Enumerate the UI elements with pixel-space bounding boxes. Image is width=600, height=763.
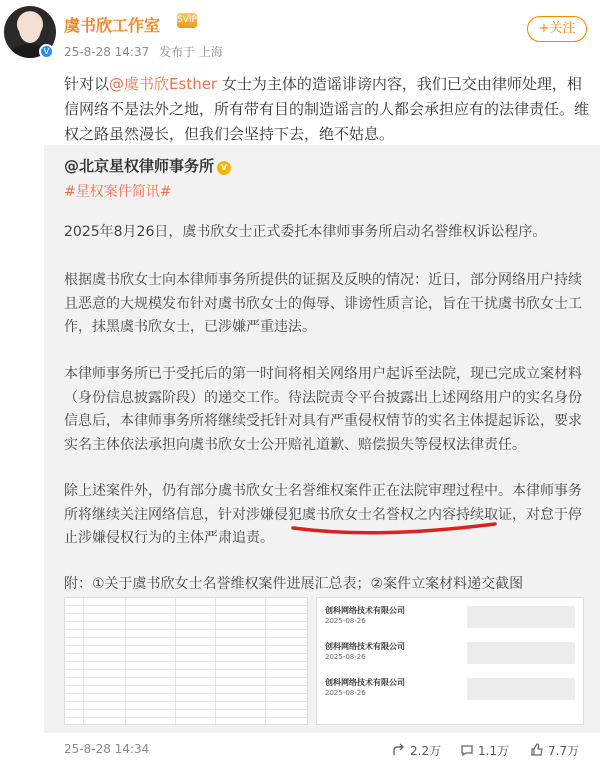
table-row xyxy=(65,654,307,662)
username[interactable]: 虞书欣工作室 xyxy=(64,16,161,35)
post-header xyxy=(0,0,600,62)
filing-card xyxy=(325,678,445,698)
verified-badge-icon: V xyxy=(39,44,54,59)
post-footer xyxy=(0,737,600,763)
thumbs-up-icon xyxy=(530,743,544,757)
repost-paragraph: 附：①关于虞书欣女士名誉维权案件进展汇总表；②案件立案材料递交截图 xyxy=(64,576,524,592)
like-count: 7.7万 xyxy=(548,744,580,758)
underline-stroke xyxy=(293,524,495,533)
filing-date: 2025-08-26 xyxy=(325,653,366,661)
table-row xyxy=(65,614,307,622)
filing-card-bar xyxy=(467,606,575,628)
table-row xyxy=(65,710,307,718)
post-timestamp[interactable]: 25-8-28 14:37 xyxy=(64,45,150,59)
table-row xyxy=(65,606,307,614)
filing-company: 创科网络技术有限公司 xyxy=(325,678,405,687)
table-grid-line xyxy=(215,598,216,725)
filing-card-bar xyxy=(467,678,575,700)
post-text xyxy=(64,72,594,147)
post-meta xyxy=(64,43,229,60)
comment-icon xyxy=(460,743,474,757)
post-text-prefix: 针对以 xyxy=(64,75,110,93)
filing-card xyxy=(325,606,445,626)
repost-paragraph: 根据虞书欣女士向本律师事务所提供的证据及反映的情况：近日，部分网络用户持续且恶意的大规模发布针对虞书欣女士的侮辱、诽谤性质言论，旨在干扰虞书欣女士工作，抹黑虞书欣女士，已涉嫌严重违法。 xyxy=(64,272,582,335)
comment-count: 1.1万 xyxy=(478,744,510,758)
follow-button[interactable]: +关注 xyxy=(527,16,587,42)
filing-date: 2025-08-26 xyxy=(325,689,366,697)
case-summary-table-image[interactable] xyxy=(64,597,308,725)
table-grid-line xyxy=(125,598,126,725)
filing-company: 创科网络技术有限公司 xyxy=(325,642,405,651)
like-button[interactable] xyxy=(530,742,579,759)
table-row xyxy=(65,638,307,646)
mention-link[interactable]: @虞书欣Esther xyxy=(109,75,218,93)
table-row xyxy=(65,694,307,702)
repost-author[interactable] xyxy=(64,155,231,176)
repost-author-name[interactable]: @北京星权律师事务所 xyxy=(64,157,215,175)
filing-date: 2025-08-26 xyxy=(325,617,366,625)
table-grid-line xyxy=(175,598,176,725)
table-grid-line xyxy=(265,598,266,725)
filing-card xyxy=(325,642,445,662)
repost-verified-icon: V xyxy=(217,161,231,175)
table-row xyxy=(65,702,307,710)
repost-timestamp: 25-8-28 14:34 xyxy=(64,742,150,756)
filing-card-bar xyxy=(467,642,575,664)
red-underline-annotation xyxy=(290,520,500,540)
table-row xyxy=(65,670,307,678)
attachment-images xyxy=(64,597,584,727)
post-text-body: 女士为主体的造谣诽谤内容，我们已交由律师处理，相信网络不是法外之地，所有带有目的制造谣言的人都会承担应有的法律责任。维权之路虽然漫长，但我们会坚持下去，绝不姑息。 xyxy=(64,75,590,143)
filing-screenshot-image[interactable] xyxy=(316,597,584,725)
repost-count: 2.2万 xyxy=(410,744,442,758)
table-row xyxy=(65,686,307,694)
table-row xyxy=(65,598,307,606)
hashtag-link[interactable]: #星权案件简讯# xyxy=(64,184,172,200)
post-source: 发布于 上海 xyxy=(159,45,223,59)
table-row xyxy=(65,630,307,638)
table-grid-line xyxy=(83,598,84,725)
share-icon xyxy=(392,743,406,757)
table-row xyxy=(65,646,307,654)
svip-badge-icon: SVIP xyxy=(177,13,197,28)
comment-button[interactable] xyxy=(460,742,509,759)
repost-button[interactable] xyxy=(392,742,441,759)
repost-paragraph: 本律师事务所已于受托后的第一时间将相关网络用户起诉至法院，现已完成立案材料（身份信息披露阶段）的递交工作。待法院责令平台披露出上述网络用户的实名身份信息后，本律师事务所将继续受托针对具有严重侵权情节的实名主体提起诉讼，要求实名主体依法承担向虞书欣女士公开赔礼道歉、赔偿损失等侵权法律责任。 xyxy=(64,366,582,453)
repost-paragraph: 除上述案件外，仍有部分虞书欣女士名誉维权案件正在法院审理过程中。本律师事务所将继续关注网络信息，针对涉嫌侵犯虞书欣女士名誉权之内容持续取证，对怠于停止涉嫌侵权行为的主体严肃追责。 xyxy=(64,483,582,546)
avatar-face xyxy=(19,15,41,43)
repost-container[interactable] xyxy=(44,145,600,733)
repost-paragraph: 2025年8月26日，虞书欣女士正式委托本律师事务所启动名誉维权诉讼程序。 xyxy=(64,224,547,240)
filing-company: 创科网络技术有限公司 xyxy=(325,606,405,615)
table-row xyxy=(65,622,307,630)
table-row xyxy=(65,678,307,686)
table-row xyxy=(65,662,307,670)
